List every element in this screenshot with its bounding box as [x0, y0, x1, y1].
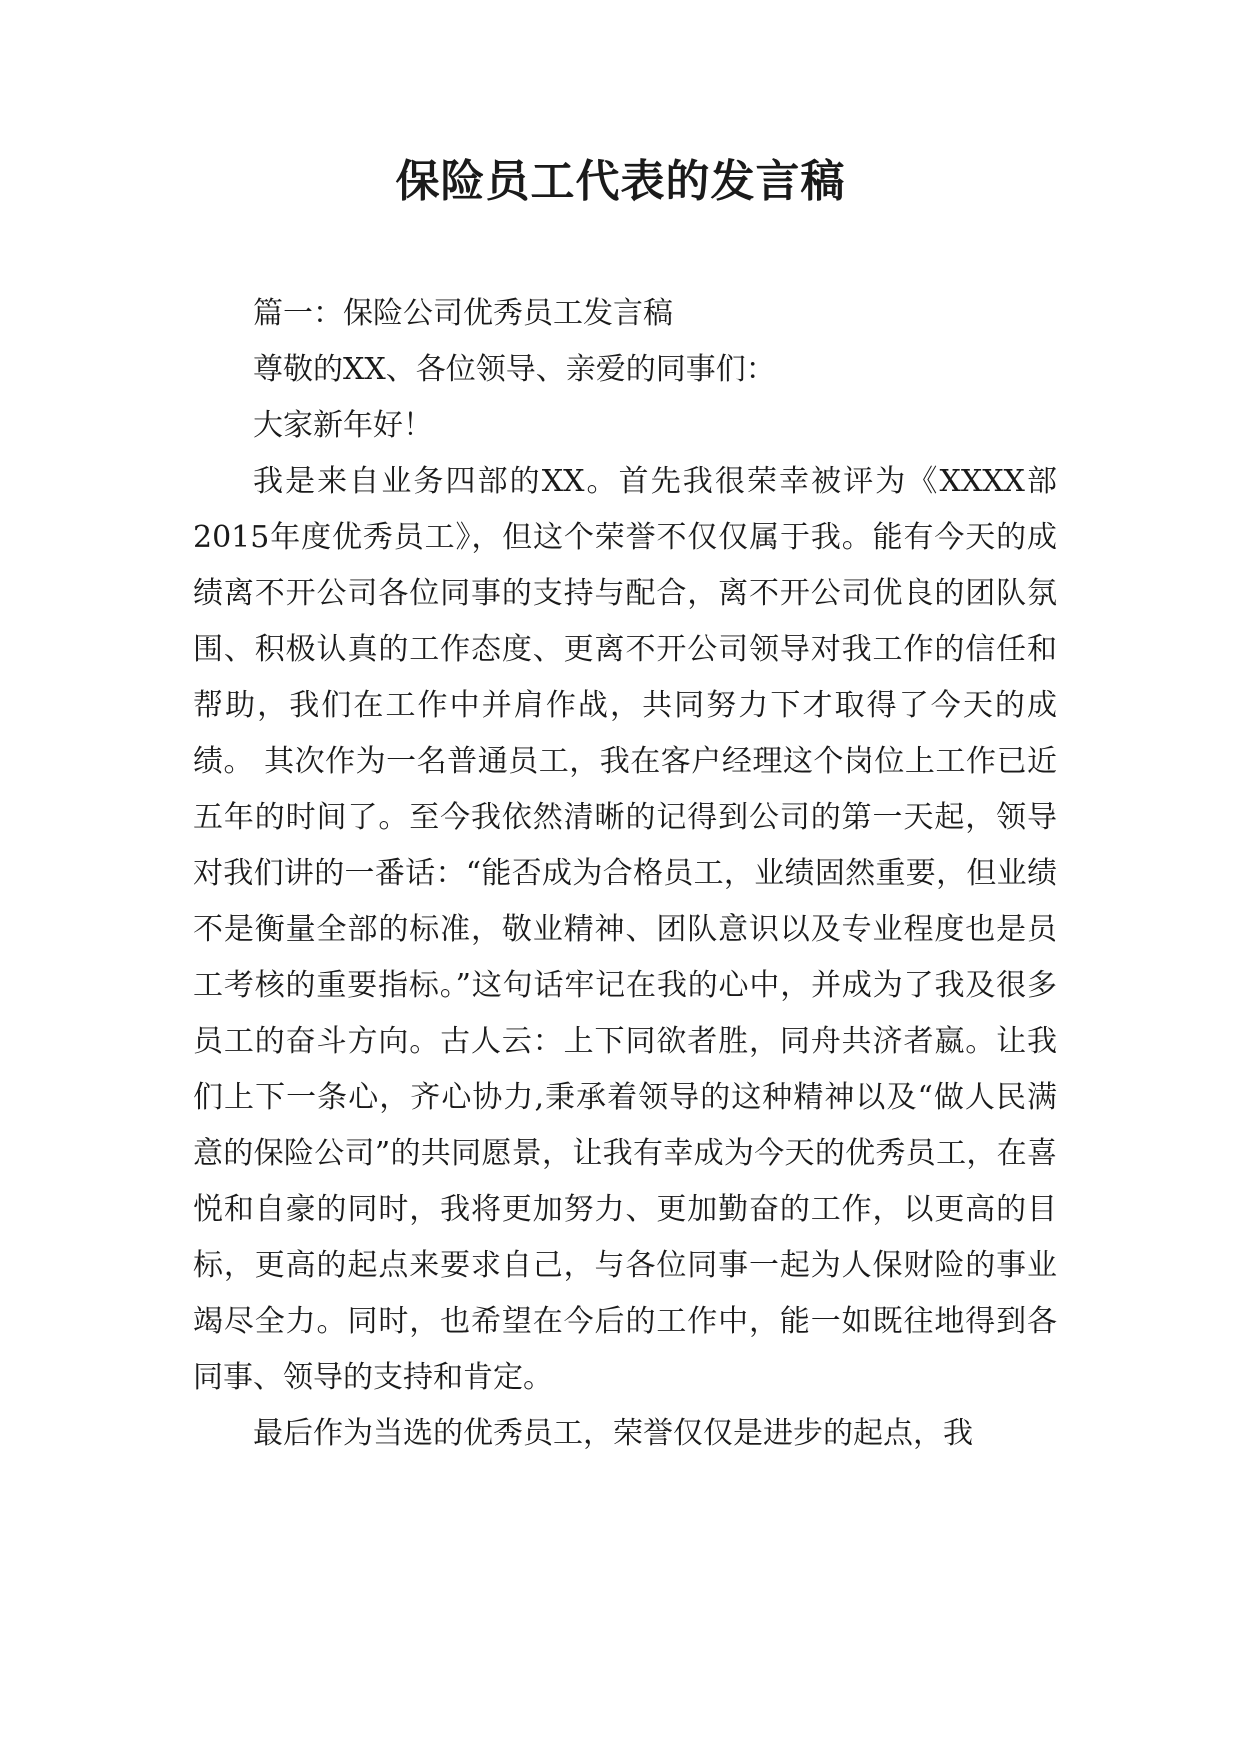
- document-body: [193, 286, 1057, 1462]
- greeting: 大家新年好！: [253, 408, 433, 443]
- salutation: 尊敬的XX、各位领导、亲爱的同事们：: [253, 352, 776, 387]
- body-paragraph: 最后作为当选的优秀员工，荣誉仅仅是进步的起点，我: [253, 1416, 973, 1451]
- document-title: 保险员工代表的发言稿: [395, 156, 846, 207]
- body-paragraph: 我是来自业务四部的XX。首先我很荣幸被评为《XXXX部2015年度优秀员工》，但这个荣誉不仅仅属于我。能有今天的成绩离不开公司各位同事的支持与配合，离不开公司优良的团队氛围、积极认真的工作态度、更离不开公司领导对我工作的信任和帮助，我们在工作中并肩作战，共同努力下才取得了今天的成绩。 其次作为一名普通员工，我在客户经理这个岗位上工作已近五年的时间了。至今我依然清晰的记得到公司的第一天起，领导对我们讲的一番话：“能否成为合格员工，业绩固然重要，但业绩不是衡量全部的标准，敬业精神、团队意识以及专业程度也是员工考核的重要指标。”这句话牢记在我的心中，并成为了我及很多员工的奋斗方向。古人云：上下同欲者胜，同舟共济者嬴。让我们上下一条心，齐心协力,秉承着领导的这种精神以及“做人民满意的保险公司”的共同愿景，让我有幸成为今天的优秀员工，在喜悦和自豪的同时，我将更加努力、更加勤奋的工作，以更高的目标，更高的起点来要求自己，与各位同事一起为人保财险的事业竭尽全力。同时，也希望在今后的工作中，能一如既往地得到各同事、领导的支持和肯定。: [193, 464, 1057, 1395]
- section-heading: 篇一：保险公司优秀员工发言稿: [253, 296, 673, 331]
